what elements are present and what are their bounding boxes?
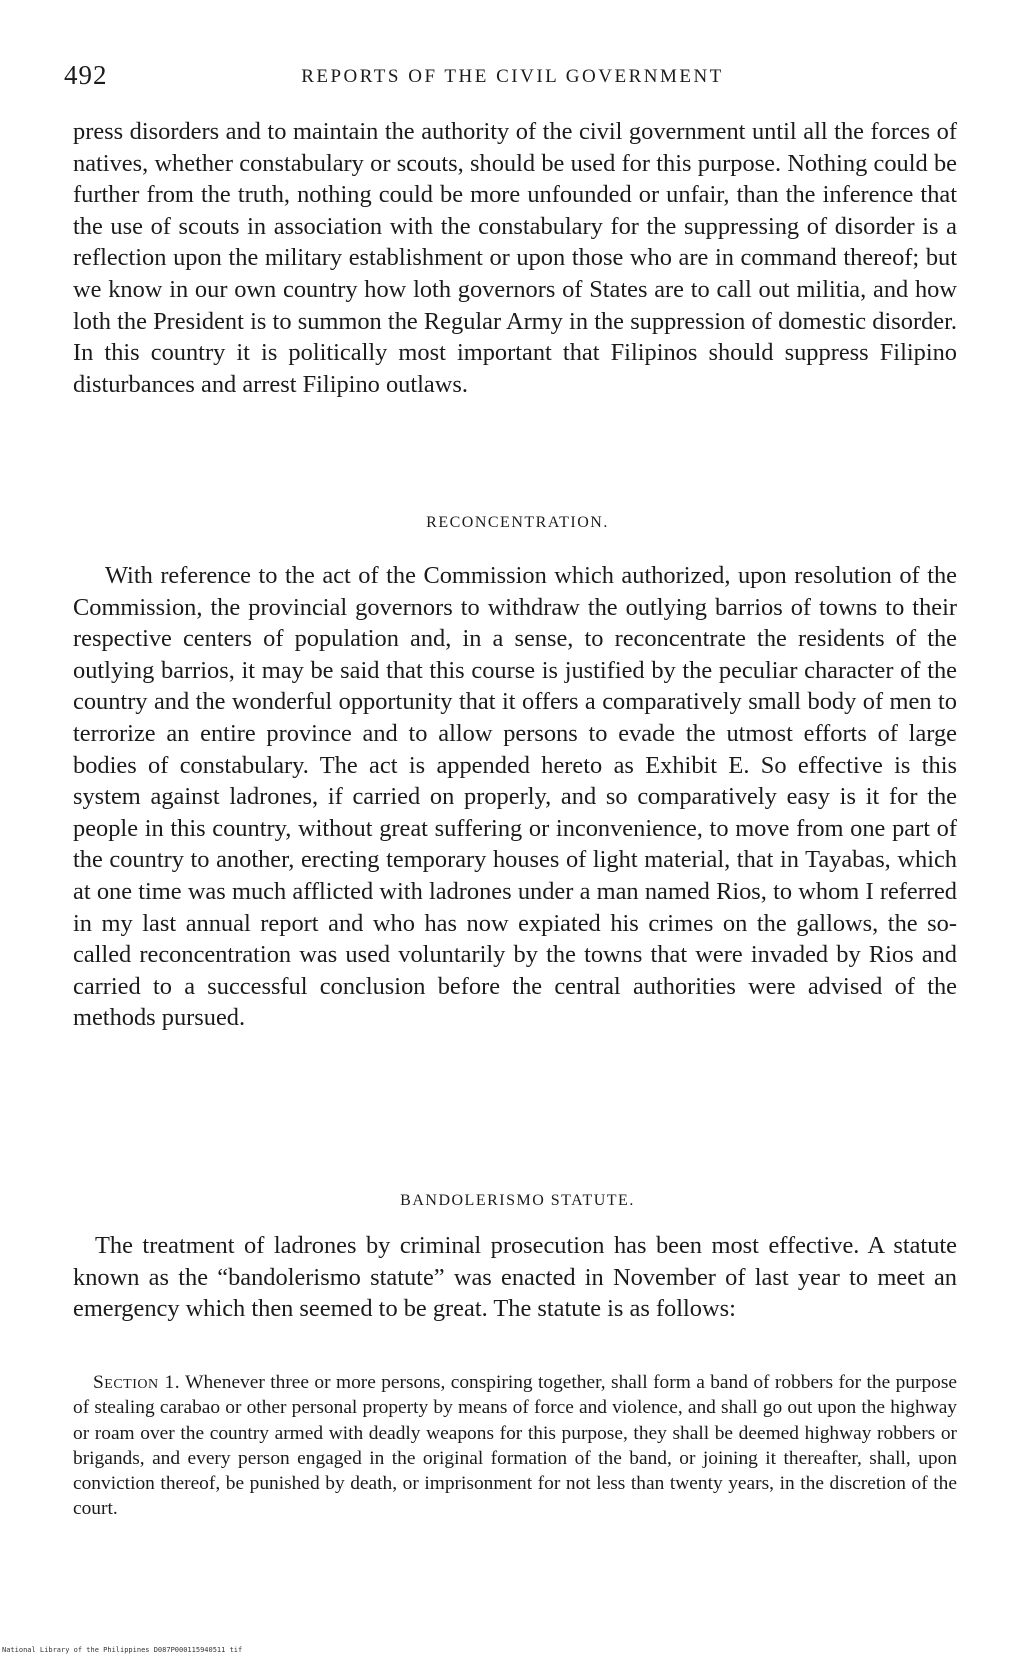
running-head: REPORTS OF THE CIVIL GOVERNMENT bbox=[301, 66, 724, 87]
scan-footer-stamp: National Library of the Philippines D087P000115940511 tif bbox=[2, 1646, 243, 1654]
paragraph-reconcentration: With reference to the act of the Commission which authorized, upon resolution of the Commission, the provincial governors to withdraw the outlying barrios of towns to their respective centers of population and, in a sense, to reconcentrate the residents of the outlying barrios, it may be said that this course is justified by the peculiar character of the country and the wonderful opportunity that it offers a comparatively small body of men to terrorize an entire province and to allow persons to evade the utmost efforts of large bodies of constabulary. The act is appended hereto as Exhibit E. So effective is this system against ladrones, if carried on properly, and so comparatively easy is it for the people in this country, without great suffering or inconvenience, to move from one part of the country to another, erecting temporary houses of light material, that in Tayabas, which at one time was much afflicted with ladrones under a man named Rios, to whom I referred in my last annual report and who has now expiated his crimes on the gallows, the so-called reconcentration was used voluntarily by the towns that were invaded by Rios and carried to a successful conclusion before the central authorities were advised of the methods pursued. bbox=[73, 562, 957, 1032]
page-header bbox=[60, 58, 965, 98]
heading-bandolerismo-statute: BANDOLERISMO STATUTE. bbox=[400, 1192, 635, 1209]
statute-section-1 bbox=[73, 1370, 957, 1522]
paragraph-bandolerismo: The treatment of ladrones by criminal prosecution has been most effective. A statute known as the “bandolerismo statute” was enacted in November of last year to meet an emergency which then seemed to be great. The statute is as follows: bbox=[73, 1232, 957, 1323]
statute-section-label: Section 1. bbox=[93, 1372, 181, 1393]
paragraph-continuation: press disorders and to maintain the authority of the civil government until all the forces of natives, whether constabulary or scouts, should be used for this purpose. Nothing could be further from the truth, nothing could be more unfounded or unfair, than the inference that the use of scouts in association with the constabulary for the suppressing of disorder is a reflection upon the military establishment or upon those who are in command thereof; but we know in our own country how loth governors of States are to call out militia, and how loth the President is to summon the Regular Army in the suppression of domestic disorder. In this country it is politically most important that Filipinos should suppress Filipino disturbances and arrest Filipino outlaws. bbox=[73, 118, 957, 398]
statute-section-text: Whenever three or more persons, conspiring together, shall form a band of robbers for the purpose of stealing carabao or other personal property by means of force and violence, and shall go out upon the highway or roam over the country armed with deadly weapons for this purpose, they shall be deemed highway robbers or brigands, and every person engaged in the original formation of the band, or joining it thereafter, shall, upon conviction thereof, be punished by death, or imprisonment for not less than twenty years, in the discretion of the court. bbox=[73, 1372, 958, 1520]
heading-reconcentration: RECONCENTRATION. bbox=[426, 514, 609, 531]
page-number: 492 bbox=[64, 60, 108, 90]
